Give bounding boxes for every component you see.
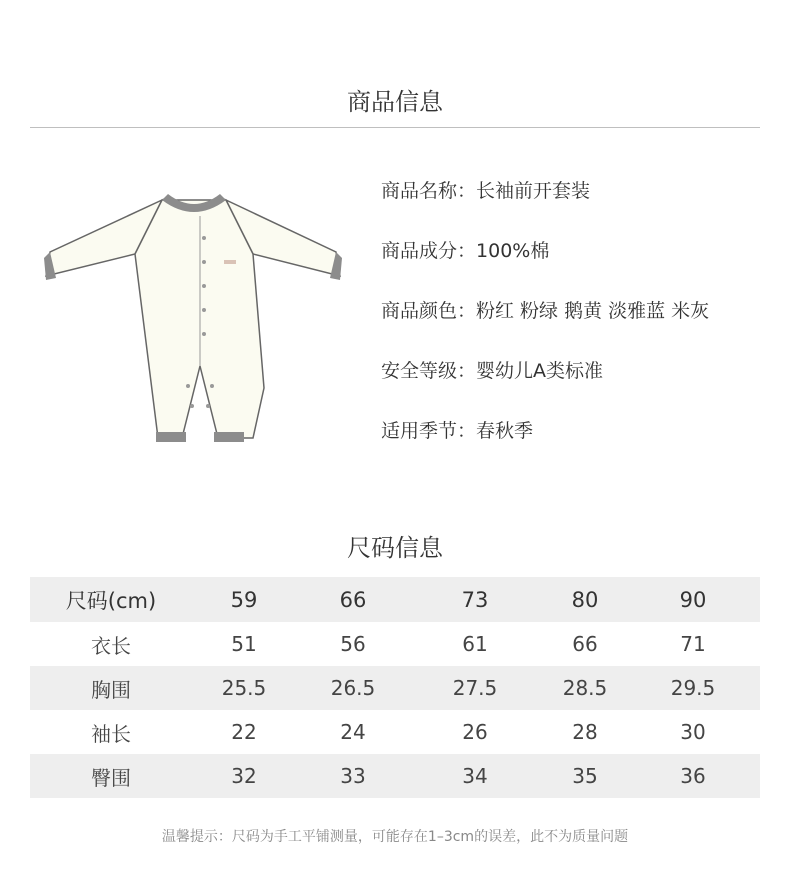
info-label: 商品成分：: [381, 240, 477, 262]
table-cell: 30: [680, 720, 706, 744]
table-cell: 56: [340, 632, 366, 656]
info-row-material: [381, 236, 549, 263]
table-cell: 35: [540, 754, 630, 798]
info-row-colors: [381, 296, 709, 323]
table-cell: 22: [231, 720, 257, 744]
table-cell: 33: [296, 754, 410, 798]
table-cell: 71: [680, 632, 706, 656]
table-header-cell: 尺码(cm): [30, 577, 192, 622]
size-info-title: 尺码信息: [347, 534, 443, 562]
table-spacer-cell: [756, 710, 760, 754]
info-row-name: [381, 176, 590, 203]
info-label: 商品颜色：: [381, 300, 477, 322]
button: [210, 384, 214, 388]
measurement-note: 温馨提示：尺码为手工平铺测量，可能存在1–3cm的误差，此不为质量问题: [161, 829, 629, 845]
table-spacer-cell: [756, 666, 760, 710]
button: [202, 260, 206, 264]
romper-illustration: [40, 180, 360, 460]
table-header-cell: 59: [192, 577, 296, 622]
table-header-cell: 73: [410, 577, 540, 622]
button: [186, 384, 190, 388]
brand-tag: [224, 260, 236, 264]
info-value: 100%棉: [476, 240, 550, 262]
button: [190, 404, 194, 408]
button: [206, 404, 210, 408]
table-cell: 衣长: [91, 633, 131, 658]
table-row: [30, 666, 760, 710]
table-header-cell: 90: [630, 577, 756, 622]
table-cell: 26.5: [296, 666, 410, 710]
table-cell: 28: [572, 720, 598, 744]
button: [202, 236, 206, 240]
section-divider: [30, 127, 760, 128]
left-leg-cuff: [156, 432, 186, 442]
info-label: 适用季节：: [381, 420, 477, 442]
table-spacer-cell: [756, 577, 760, 622]
button: [202, 284, 206, 288]
table-spacer-cell: [756, 622, 760, 666]
info-row-safety: [381, 356, 603, 383]
table-cell: 臀围: [30, 754, 192, 798]
info-label: 商品名称：: [381, 180, 477, 202]
button: [202, 308, 206, 312]
table-cell: 32: [192, 754, 296, 798]
info-value: 长袖前开套装: [476, 180, 591, 202]
product-info-title: 商品信息: [347, 88, 443, 116]
table-cell: 24: [340, 720, 366, 744]
table-cell: 胸围: [30, 666, 192, 710]
table-spacer-cell: [756, 754, 760, 798]
table-cell: 51: [231, 632, 257, 656]
table-cell: 66: [572, 632, 598, 656]
size-table: [30, 577, 760, 798]
info-value: 婴幼儿A类标准: [476, 360, 604, 382]
info-label: 安全等级：: [381, 360, 477, 382]
table-cell: 34: [410, 754, 540, 798]
table-row: [30, 710, 760, 754]
table-row: [30, 754, 760, 798]
table-cell: 27.5: [410, 666, 540, 710]
table-cell: 25.5: [192, 666, 296, 710]
right-leg-cuff: [214, 432, 244, 442]
table-cell: 36: [630, 754, 756, 798]
table-cell: 26: [462, 720, 488, 744]
table-header-cell: 80: [540, 577, 630, 622]
info-value: 粉红 粉绿 鹅黄 淡雅蓝 米灰: [476, 300, 710, 322]
table-row: [30, 622, 760, 666]
table-cell: 29.5: [630, 666, 756, 710]
table-cell: 28.5: [540, 666, 630, 710]
table-cell: 袖长: [91, 721, 131, 746]
table-header-row: [30, 577, 760, 622]
table-header-cell: 66: [296, 577, 410, 622]
button: [202, 332, 206, 336]
info-value: 春秋季: [476, 420, 534, 442]
table-cell: 61: [462, 632, 488, 656]
info-row-season: [381, 416, 533, 443]
